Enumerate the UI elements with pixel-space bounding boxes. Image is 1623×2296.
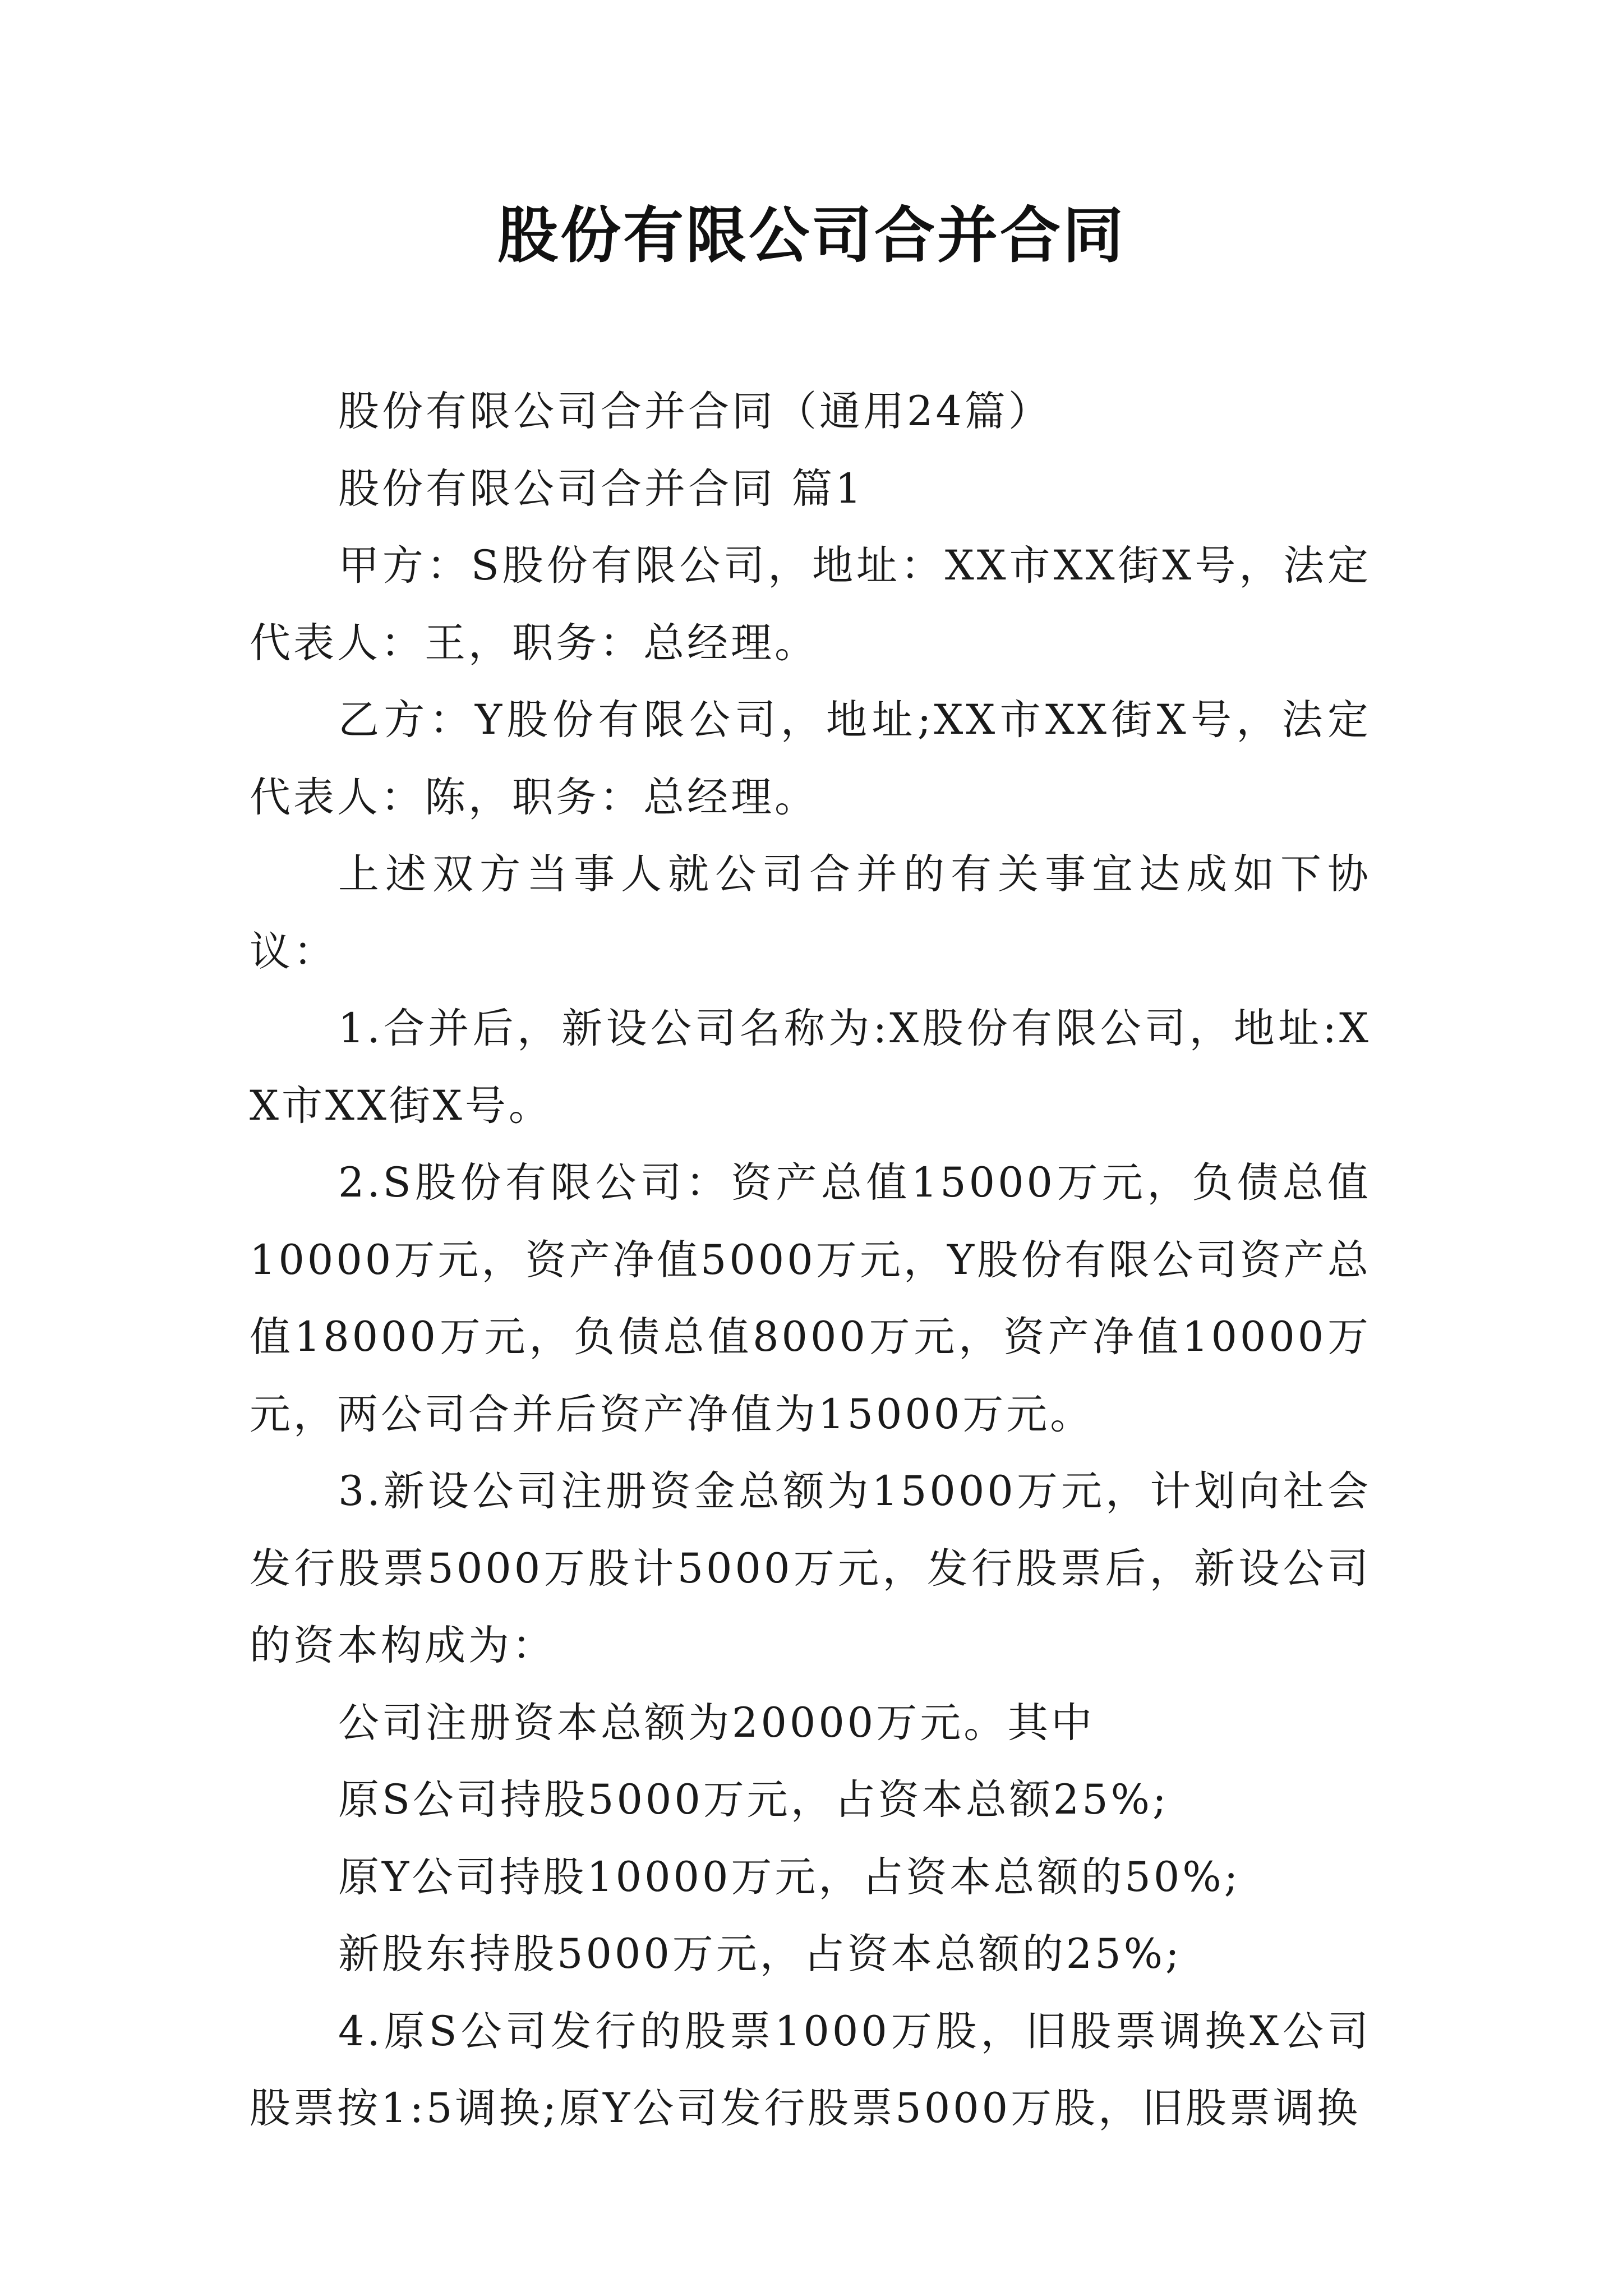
paragraph-party-b: 乙方：Y股份有限公司，地址;XX市XX街X号，法定代表人：陈，职务：总经理。 bbox=[250, 696, 1371, 821]
paragraph-clause-1: 1.合并后，新设公司名称为:X股份有限公司，地址:XX市XX街X号。 bbox=[250, 1005, 1371, 1130]
paragraph-heading-general: 股份有限公司合并合同（通用24篇） bbox=[338, 388, 1052, 435]
paragraph-capital-s: 原S公司持股5000万元，占资本总额25%; bbox=[338, 1776, 1169, 1824]
paragraph-agreement-intro: 上述双方当事人就公司合并的有关事宜达成如下协议： bbox=[250, 850, 1371, 976]
document-body bbox=[250, 373, 1371, 2147]
paragraph-party-a: 甲方：S股份有限公司，地址：XX市XX街X号，法定代表人：王，职务：总经理。 bbox=[250, 542, 1371, 667]
paragraph-clause-2: 2.S股份有限公司：资产总值15000万元，负债总值10000万元，资产净值5000万元，Y股份有限公司资产总值18000万元，负债总值8000万元，资产净值10000万元，两公司合并后资产净值为15000万元。 bbox=[250, 1159, 1371, 1438]
paragraph-capital-y: 原Y公司持股10000万元，占资本总额的50%; bbox=[338, 1853, 1241, 1901]
paragraph-clause-4: 4.原S公司发行的股票1000万股，旧股票调换X公司股票按1:5调换;原Y公司发行股票5000万股，旧股票调换 bbox=[250, 2007, 1371, 2132]
paragraph-capital-new: 新股东持股5000万元，占资本总额的25%; bbox=[338, 1930, 1182, 1978]
paragraph-heading-part-1: 股份有限公司合并合同 篇1 bbox=[338, 464, 864, 513]
document-title: 股份有限公司合并合同 bbox=[497, 200, 1126, 271]
paragraph-capital-total: 公司注册资本总额为20000万元。其中 bbox=[338, 1699, 1095, 1747]
paragraph-clause-3: 3.新设公司注册资金总额为15000万元，计划向社会发行股票5000万股计5000万元，发行股票后，新设公司的资本构成为： bbox=[250, 1467, 1371, 1669]
